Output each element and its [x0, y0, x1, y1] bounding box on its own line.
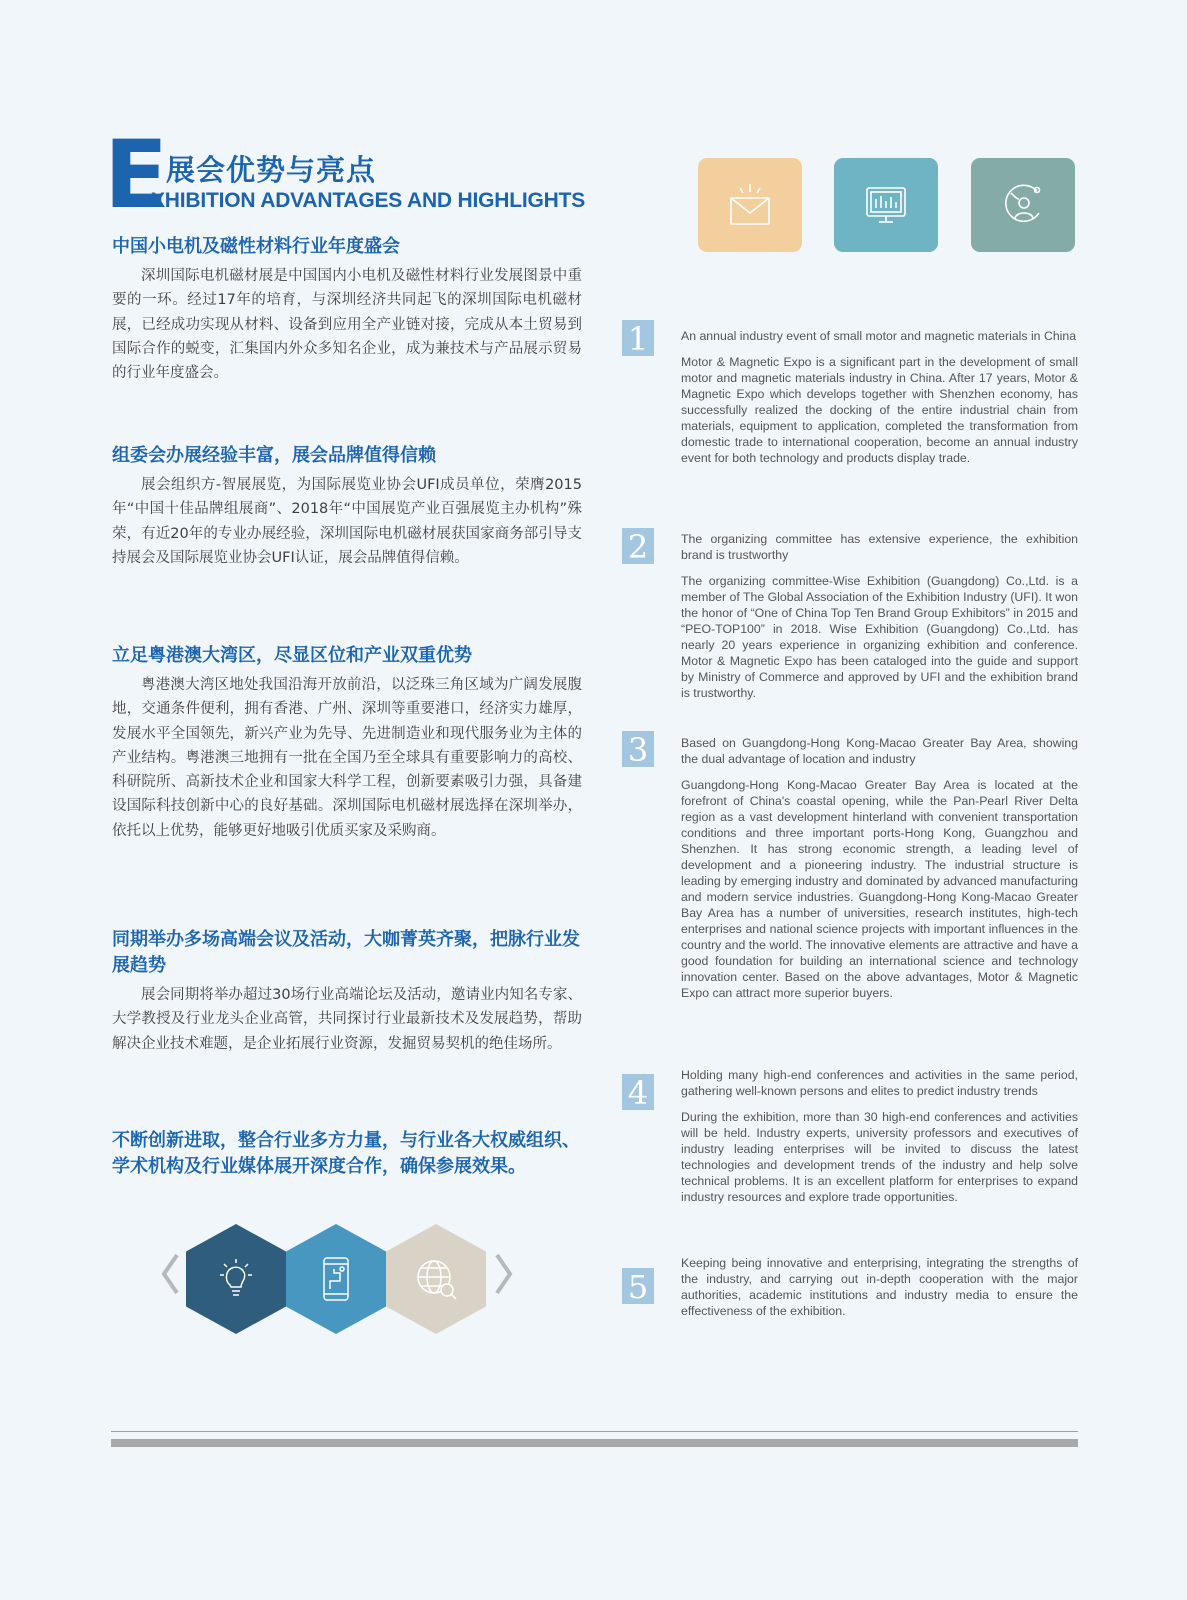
item-body: Guangdong-Hong Kong-Macao Greater Bay Area is located at the forefront of China's coastal opening, while the Pan-Pearl River Delta region as a vast development hinterland with convenient transportation conditions and three important ports-Hong Kong, Guangzhou and Shenzhen. It has strong economic strength, a leading level of development and a pioneering industry. The industrial structure is leading by emerging industry and dominated by advanced manufacturing and modern service industries. Guangdong-Hong Kong-Macao Greater Bay Area has a number of universities, research institutes, high-tech enterprises and national science projects with important influences in the country and the world. The innovative elements are attractive and have a good foundation for building an international science and technology innovation center. Based on the above advantages, Motor & Magnetic Expo can attract more superior buyers.	[681, 778, 1078, 1000]
section-body: 深圳国际电机磁材展是中国国内小电机及磁性材料行业发展图景中重要的一环。经过17年的培育，与深圳经济共同起飞的深圳国际电机磁材展，已经成功实现从材料、设备到应用全产业链对接，完成从本土贸易到国际合作的蜕变，汇集国内外众多知名企业，成为兼技术与产品展示贸易的行业年度盛会。	[112, 268, 582, 382]
mail-icon	[725, 180, 775, 230]
item-body: Motor & Magnetic Expo is a significant part in the development of small motor and magnetic materials industry in China. After 17 years, Motor & Magnetic Expo which develops together with Shenzhen economy, has successfully realized the docking of the entire industrial chain from materials, equipment to application, completed the transformation from domestic trade to international cooperation, become an annual industry event for both technology and products display trade.	[681, 355, 1078, 465]
monitor-tile	[834, 158, 938, 252]
section-greater-bay-area	[112, 643, 582, 843]
section-title: 同期举办多场高端会议及活动，大咖菁英齐聚，把脉行业发展趋势	[112, 929, 580, 976]
item-conferences-en	[681, 1067, 1078, 1205]
page-title-en: XHIBITION ADVANTAGES AND HIGHLIGHTS	[151, 189, 586, 212]
item-heading: Based on Guangdong-Hong Kong-Macao Greater Bay Area, showing the dual advantage of location and industry	[681, 736, 1078, 766]
item-organizer-en	[681, 531, 1078, 701]
person-orbit-icon	[997, 179, 1049, 231]
section-body: 展会组织方-智展展览，为国际展览业协会UFI成员单位，荣膺2015年“中国十佳品牌组展商”、2018年“中国展览产业百强展览主办机构”殊荣，有近20年的专业办展经验，深圳国际电机磁材展获国家商务部引导支持展会及国际展览业协会UFI认证，展会品牌值得信赖。	[112, 477, 582, 566]
mobile-route-icon	[314, 1255, 358, 1303]
section-body: 展会同期将举办超过30场行业高端论坛及活动，邀请业内知名专家、大学教授及行业龙头企业高管，共同探讨行业最新技术及发展趋势，帮助解决企业技术难题，是企业拓展行业资源，发掘贸易契机的绝佳场所。	[112, 987, 582, 1052]
item-annual-event-en	[681, 328, 1078, 466]
section-body: 粤港澳大湾区地处我国沿海开放前沿，以泛珠三角区域为广阔发展腹地，交通条件便利，拥有香港、广州、深圳等重要港口，经济实力雄厚，发展水平全国领先，新兴产业为先导、先进制造业和现代服务业为主体的产业结构。粤港澳三地拥有一批在全国乃至全球具有重要影响力的高校、科研院所、高新技术企业和国家大科学工程，创新要素吸引力强，具备建设国际科技创新中心的良好基础。深圳国际电机磁材展选择在深圳举办，依托以上优势，能够更好地吸引优质买家及采购商。	[112, 677, 582, 839]
item-body: The organizing committee-Wise Exhibition (Guangdong) Co.,Ltd. is a member of The Global Association of the Exhibition Industry (UFI). It won the honor of “One of China Top Ten Brand Group Exhibitors” in 2015 and “PEO-TOP100” in 2018. Wise Exhibition (Guangdong) Co.,Ltd. has nearly 20 years experience in organizing exhibition and conference. Motor & Magnetic Expo has been cataloged into the guide and support by Ministry of Commerce and approved by UFI and the exhibition brand is trustworthy.	[681, 574, 1078, 700]
globe-chart-icon	[412, 1255, 460, 1303]
section-innovation	[112, 1128, 582, 1180]
section-title: 中国小电机及磁性材料行业年度盛会	[112, 236, 400, 257]
hex-tile-lightbulb	[186, 1224, 286, 1334]
page-title-cn: 展会优势与亮点	[166, 153, 377, 187]
footer-divider-thick	[111, 1439, 1078, 1447]
mail-tile	[698, 158, 802, 252]
hex-tile-globe	[386, 1224, 486, 1334]
item-number-3: 3	[622, 731, 654, 767]
person-tile	[971, 158, 1075, 252]
section-title: 立足粤港澳大湾区，尽显区位和产业双重优势	[112, 645, 472, 666]
section-title: 组委会办展经验丰富，展会品牌值得信赖	[112, 445, 436, 466]
item-heading: Holding many high-end conferences and activities in the same period, gathering well-known persons and elites to predict industry trends	[681, 1068, 1078, 1098]
section-organizer-experience	[112, 443, 582, 570]
monitor-chart-icon	[861, 180, 911, 230]
item-number-5: 5	[622, 1268, 654, 1304]
section-annual-event	[112, 234, 582, 385]
item-number-2: 2	[622, 528, 654, 564]
item-heading: The organizing committee has extensive experience, the exhibition brand is trustworthy	[681, 532, 1078, 562]
lightbulb-icon	[214, 1257, 258, 1301]
item-innovation-en	[681, 1255, 1078, 1319]
chevron-left-icon[interactable]	[160, 1252, 180, 1296]
item-number-4: 4	[622, 1074, 654, 1110]
section-title: 不断创新进取，整合行业多方力量，与行业各大权威组织、学术机构及行业媒体展开深度合作，确保参展效果。	[112, 1130, 580, 1177]
item-body: During the exhibition, more than 30 high-end conferences and activities will be held. Industry experts, university professors and executives of industry leading enterprises will be invited to discuss the latest technologies and development trends of the industry and help solve technical problems. It is an excellent platform for enterprises to expand industry resources and explore trade opportunities.	[681, 1110, 1078, 1204]
item-heading: Keeping being innovative and enterprising, integrating the strengths of the industry, and carrying out in-depth cooperation with the major authorities, academic institutions and industry media to ensure the effectiveness of the exhibition.	[681, 1256, 1078, 1318]
footer-divider-thin	[111, 1431, 1078, 1432]
header-initial-letter: E	[104, 121, 167, 230]
item-bay-area-en	[681, 735, 1078, 1001]
item-number-1: 1	[622, 320, 654, 356]
item-heading: An annual industry event of small motor and magnetic materials in China	[681, 329, 1077, 343]
section-conferences	[112, 927, 582, 1056]
hex-tile-mobile	[286, 1224, 386, 1334]
chevron-right-icon[interactable]	[494, 1252, 514, 1296]
